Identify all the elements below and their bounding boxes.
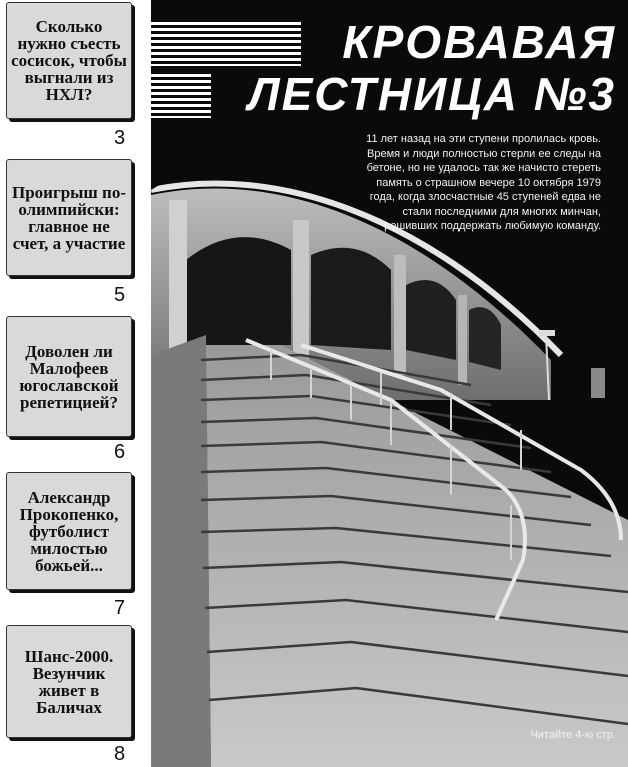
teaser-page-number: 6 bbox=[114, 441, 126, 463]
teaser-page-number: 3 bbox=[114, 127, 126, 149]
teaser-sidebar bbox=[0, 0, 145, 767]
teaser-page-number: 7 bbox=[114, 597, 126, 619]
teaser-headline: Проигрыш по-олимпийски: главное не счет, а участие bbox=[12, 182, 126, 253]
teaser-headline: Доволен ли Малофеев югославской репетицией? bbox=[19, 341, 119, 412]
teaser-box-4[interactable] bbox=[6, 472, 132, 590]
title-stripes-1 bbox=[151, 22, 301, 66]
teaser-headline: Шанс-2000. Везунчик живет в Баличах bbox=[24, 646, 114, 717]
teaser-box-1[interactable] bbox=[6, 2, 132, 119]
headline-line-2: ЛЕСТНИЦА №3 bbox=[248, 68, 616, 120]
teaser-page-number: 5 bbox=[114, 284, 126, 306]
cover-photo bbox=[151, 0, 628, 767]
teaser-page-number: 8 bbox=[114, 743, 126, 765]
read-more-link[interactable]: Читайте 4-ю стр. bbox=[530, 729, 616, 741]
lede-paragraph: 11 лет назад на эти ступени пролилась кровь. Время и люди полностью стерли ее следы на бетоне, но не удалось так же начисто стереть память о страшном вечере 10 октября 1979 года, когда злосчастные 45 ступеней едва не стали последними для многих минчан, решивших поддержать любимую команду. bbox=[366, 133, 601, 232]
headline-line-1: КРОВАВАЯ bbox=[342, 16, 616, 68]
teaser-box-2[interactable] bbox=[6, 159, 132, 276]
teaser-headline: Сколько нужно съесть сосисок, чтобы выгнали из НХЛ? bbox=[11, 17, 127, 104]
title-stripes-2 bbox=[151, 74, 211, 118]
teaser-box-3[interactable] bbox=[6, 316, 132, 437]
teaser-headline: Александр Прокопенко, футболист милостью божьей... bbox=[19, 487, 119, 575]
teaser-box-5[interactable] bbox=[6, 625, 132, 738]
